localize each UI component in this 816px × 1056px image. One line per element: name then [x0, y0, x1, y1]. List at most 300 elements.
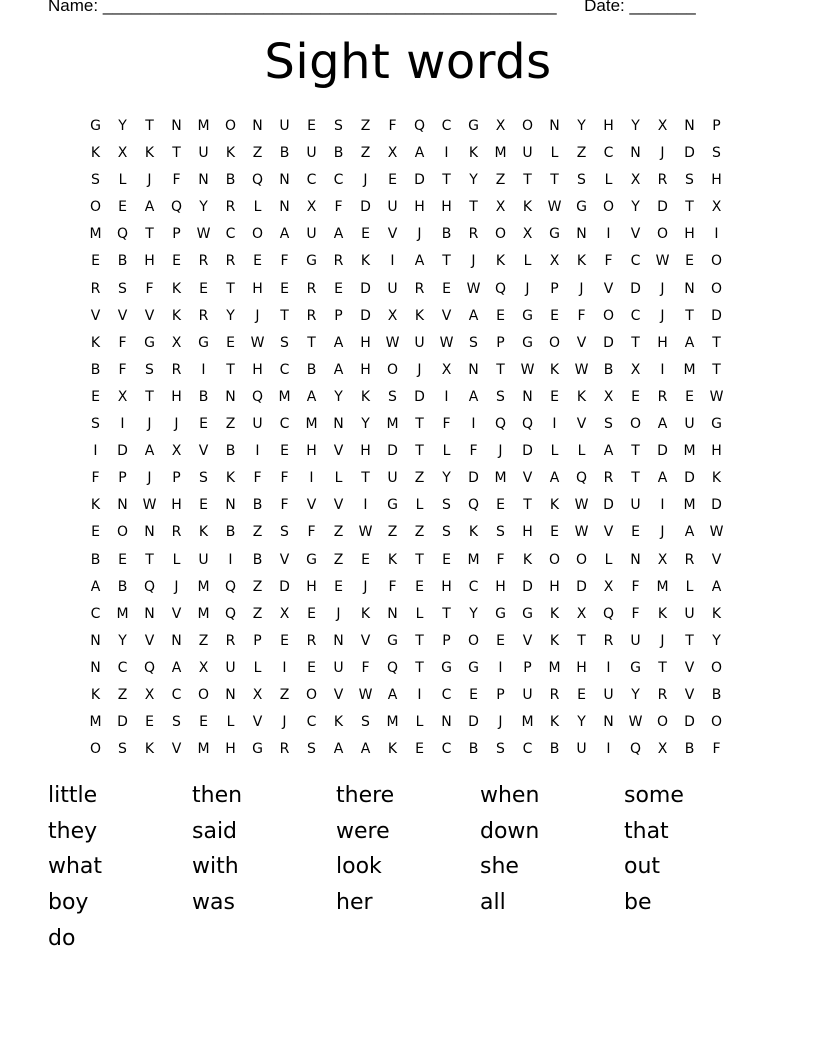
grid-letter: K — [468, 145, 479, 162]
grid-letter: V — [333, 443, 344, 460]
grid-letter: F — [280, 470, 289, 487]
grid-letter: K — [171, 307, 182, 324]
word-bank-item: said — [192, 818, 238, 844]
grid-letter: K — [711, 605, 722, 622]
grid-letter: C — [90, 605, 101, 622]
grid-letter: G — [198, 334, 209, 351]
grid-letter: U — [603, 686, 614, 703]
grid-letter: S — [118, 280, 127, 297]
grid-letter: Q — [629, 741, 642, 758]
grid-letter: S — [577, 172, 586, 189]
grid-letter: P — [550, 280, 559, 297]
grid-letter: I — [552, 416, 557, 433]
word-bank-item: was — [192, 890, 235, 916]
grid-letter: E — [415, 741, 424, 758]
grid-letter: X — [117, 145, 128, 162]
grid-letter: K — [360, 605, 371, 622]
grid-letter: O — [494, 226, 507, 243]
grid-letter: A — [333, 741, 344, 758]
grid-letter: K — [225, 145, 236, 162]
grid-letter: Y — [361, 416, 370, 433]
name-blank[interactable]: ________________________________________________ — [102, 0, 557, 15]
grid-letter: W — [358, 524, 373, 541]
grid-letter: O — [575, 551, 588, 568]
date-blank[interactable]: _______ — [629, 0, 696, 15]
grid-letter: C — [306, 172, 317, 189]
grid-letter: H — [684, 226, 695, 243]
grid-letter: E — [550, 524, 559, 541]
grid-letter: H — [711, 172, 722, 189]
grid-letter: L — [415, 714, 424, 731]
word-bank-item: some — [624, 783, 684, 808]
grid-letter: E — [334, 578, 343, 595]
grid-letter: A — [333, 226, 344, 243]
grid-letter: Z — [495, 172, 506, 189]
grid-letter: A — [468, 388, 479, 405]
grid-letter: T — [415, 659, 424, 676]
grid-letter: E — [199, 714, 208, 731]
grid-letter: K — [549, 497, 560, 514]
grid-letter: T — [307, 334, 316, 351]
grid-letter: S — [712, 145, 721, 162]
grid-letter: Y — [577, 714, 586, 731]
grid-letter: L — [415, 497, 424, 514]
grid-letter: X — [630, 172, 641, 189]
grid-letter: E — [307, 118, 316, 134]
grid-letter: U — [630, 497, 641, 514]
grid-letter: D — [711, 497, 722, 514]
grid-letter: S — [199, 470, 208, 487]
grid-letter: G — [306, 551, 317, 568]
grid-letter: X — [306, 199, 317, 216]
grid-letter: X — [171, 334, 182, 351]
grid-letter: P — [118, 470, 127, 487]
grid-letter: K — [576, 253, 587, 270]
grid-letter: O — [305, 686, 318, 703]
grid-letter: T — [523, 172, 532, 189]
word-bank-item: all — [480, 890, 506, 916]
grid-letter: T — [280, 307, 289, 324]
grid-letter: B — [198, 388, 209, 405]
grid-letter: U — [387, 470, 398, 487]
grid-letter: S — [388, 388, 397, 405]
grid-letter: H — [225, 741, 236, 758]
grid-letter: A — [657, 470, 668, 487]
grid-letter: O — [710, 714, 723, 731]
grid-letter: G — [522, 307, 533, 324]
grid-letter: O — [548, 551, 561, 568]
grid-letter: X — [657, 741, 668, 758]
grid-letter: L — [334, 470, 343, 487]
grid-letter: K — [225, 470, 236, 487]
grid-letter: B — [333, 145, 344, 162]
grid-letter: C — [630, 307, 641, 324]
grid-letter: N — [468, 361, 479, 378]
grid-letter: N — [279, 199, 290, 216]
grid-letter: V — [522, 470, 533, 487]
grid-letter: L — [550, 443, 559, 460]
grid-letter: R — [171, 361, 182, 378]
grid-letter: N — [198, 172, 209, 189]
grid-letter: T — [685, 307, 694, 324]
grid-letter: D — [684, 145, 695, 162]
grid-letter: C — [468, 578, 479, 595]
grid-letter: S — [307, 741, 316, 758]
grid-letter: D — [360, 199, 371, 216]
grid-letter: H — [144, 253, 155, 270]
grid-letter: Y — [469, 605, 478, 622]
grid-letter: A — [414, 145, 425, 162]
grid-letter: D — [414, 388, 425, 405]
grid-letter: R — [171, 524, 182, 541]
grid-letter: G — [252, 741, 263, 758]
grid-letter: Z — [252, 145, 263, 162]
grid-letter: J — [417, 361, 422, 378]
grid-letter: E — [280, 280, 289, 297]
grid-letter: M — [548, 659, 561, 676]
grid-letter: U — [522, 686, 533, 703]
grid-letter: Q — [386, 659, 399, 676]
grid-letter: D — [468, 714, 479, 731]
grid-letter: J — [255, 307, 260, 324]
grid-letter: C — [522, 741, 533, 758]
grid-letter: J — [417, 226, 422, 243]
grid-letter: M — [683, 443, 696, 460]
grid-letter: E — [685, 388, 694, 405]
grid-letter: O — [602, 307, 615, 324]
grid-letter: H — [171, 497, 182, 514]
grid-letter: A — [90, 578, 101, 595]
word-bank-item: were — [336, 818, 390, 844]
grid-letter: T — [523, 497, 532, 514]
grid-letter: F — [577, 307, 586, 324]
grid-letter: Q — [521, 416, 534, 433]
grid-letter: K — [360, 388, 371, 405]
grid-letter: N — [171, 632, 182, 649]
grid-letter: N — [522, 388, 533, 405]
grid-letter: R — [90, 280, 101, 297]
word-bank-item: boy — [48, 890, 89, 916]
grid-letter: N — [684, 118, 695, 134]
grid-letter: G — [576, 199, 587, 216]
grid-letter: K — [171, 280, 182, 297]
grid-letter: I — [201, 361, 206, 378]
grid-letter: T — [577, 632, 586, 649]
grid-letter: T — [145, 551, 154, 568]
grid-letter: V — [117, 307, 128, 324]
grid-letter: J — [525, 280, 530, 297]
grid-letter: K — [414, 307, 425, 324]
grid-letter: X — [657, 118, 668, 134]
grid-letter: W — [520, 361, 535, 378]
grid-letter: E — [550, 307, 559, 324]
grid-letter: V — [144, 307, 155, 324]
grid-letter: G — [90, 118, 101, 134]
grid-letter: G — [522, 605, 533, 622]
grid-letter: C — [630, 253, 641, 270]
grid-letter: O — [521, 118, 534, 134]
grid-letter: B — [90, 361, 101, 378]
grid-letter: H — [441, 199, 452, 216]
grid-letter: U — [306, 226, 317, 243]
grid-letter: U — [225, 659, 236, 676]
grid-letter: T — [685, 199, 694, 216]
grid-letter: W — [574, 497, 589, 514]
grid-letter: K — [360, 253, 371, 270]
grid-letter: Q — [143, 659, 156, 676]
grid-letter: T — [361, 470, 370, 487]
grid-letter: L — [604, 172, 613, 189]
grid-letter: L — [172, 551, 181, 568]
grid-letter: D — [117, 714, 128, 731]
grid-letter: Q — [251, 172, 264, 189]
grid-letter: V — [684, 686, 695, 703]
grid-letter: J — [282, 714, 287, 731]
grid-letter: C — [279, 416, 290, 433]
grid-letter: N — [90, 659, 101, 676]
grid-letter: B — [252, 551, 263, 568]
grid-letter: J — [498, 443, 503, 460]
grid-letter: X — [387, 145, 398, 162]
grid-letter: Z — [333, 524, 344, 541]
grid-letter: W — [709, 524, 724, 541]
grid-letter: M — [683, 361, 696, 378]
grid-letter: L — [604, 551, 613, 568]
grid-letter: A — [711, 578, 722, 595]
grid-letter: W — [547, 199, 562, 216]
grid-letter: M — [197, 605, 210, 622]
grid-letter: V — [603, 524, 614, 541]
grid-letter: P — [523, 659, 532, 676]
word-bank-item: what — [48, 854, 103, 880]
grid-letter: E — [307, 605, 316, 622]
grid-letter: I — [363, 497, 368, 514]
grid-letter: O — [89, 199, 102, 216]
grid-letter: D — [522, 578, 533, 595]
grid-letter: F — [712, 741, 721, 758]
grid-letter: N — [225, 388, 236, 405]
grid-letter: U — [306, 145, 317, 162]
grid-letter: I — [228, 551, 233, 568]
grid-letter: E — [199, 280, 208, 297]
grid-letter: J — [660, 632, 665, 649]
grid-letter: J — [174, 578, 179, 595]
grid-letter: D — [630, 280, 641, 297]
grid-letter: A — [387, 686, 398, 703]
grid-letter: V — [252, 714, 263, 731]
grid-letter: A — [657, 416, 668, 433]
grid-letter: E — [280, 443, 289, 460]
grid-letter: U — [387, 199, 398, 216]
grid-letter: J — [660, 524, 665, 541]
grid-letter: I — [390, 253, 395, 270]
grid-letter: D — [603, 334, 614, 351]
grid-letter: F — [307, 524, 316, 541]
grid-letter: S — [145, 361, 154, 378]
grid-letter: C — [333, 172, 344, 189]
grid-letter: R — [225, 199, 236, 216]
grid-letter: V — [576, 416, 587, 433]
grid-letter: Y — [442, 470, 451, 487]
grid-letter: H — [252, 280, 263, 297]
grid-letter: I — [498, 659, 503, 676]
grid-letter: R — [468, 226, 479, 243]
grid-letter: Y — [118, 118, 127, 134]
grid-letter: T — [712, 361, 721, 378]
grid-letter: Y — [577, 118, 586, 134]
grid-letter: C — [171, 686, 182, 703]
grid-letter: O — [467, 632, 480, 649]
grid-letter: V — [171, 605, 182, 622]
grid-letter: X — [144, 686, 155, 703]
grid-letter: R — [414, 280, 425, 297]
grid-letter: C — [117, 659, 128, 676]
grid-letter: Y — [631, 686, 640, 703]
grid-letter: Q — [494, 280, 507, 297]
grid-letter: G — [549, 226, 560, 243]
grid-letter: T — [226, 280, 235, 297]
grid-letter: N — [576, 226, 587, 243]
grid-letter: O — [197, 686, 210, 703]
grid-letter: H — [711, 443, 722, 460]
grid-letter: K — [468, 524, 479, 541]
grid-letter: V — [441, 307, 452, 324]
grid-letter: E — [226, 334, 235, 351]
grid-letter: Z — [333, 551, 344, 568]
grid-letter: R — [333, 253, 344, 270]
grid-letter: K — [549, 361, 560, 378]
grid-letter: I — [120, 416, 125, 433]
grid-letter: D — [117, 443, 128, 460]
grid-letter: V — [306, 497, 317, 514]
grid-letter: B — [225, 172, 236, 189]
grid-letter: D — [414, 172, 425, 189]
grid-letter: E — [91, 524, 100, 541]
grid-letter: W — [250, 334, 265, 351]
grid-letter: L — [550, 145, 559, 162]
grid-letter: C — [603, 145, 614, 162]
grid-letter: E — [280, 632, 289, 649]
grid-letter: D — [576, 578, 587, 595]
grid-letter: A — [306, 388, 317, 405]
grid-letter: U — [387, 280, 398, 297]
grid-letter: H — [522, 524, 533, 541]
grid-letter: D — [522, 443, 533, 460]
grid-letter: P — [496, 334, 505, 351]
grid-letter: O — [656, 226, 669, 243]
grid-letter: O — [710, 280, 723, 297]
grid-letter: W — [466, 280, 481, 297]
grid-letter: H — [414, 199, 425, 216]
grid-letter: D — [684, 470, 695, 487]
grid-letter: A — [171, 659, 182, 676]
grid-letter: M — [521, 714, 534, 731]
grid-letter: O — [602, 199, 615, 216]
grid-letter: C — [441, 741, 452, 758]
grid-letter: U — [684, 605, 695, 622]
word-bank-item: do — [48, 925, 76, 951]
grid-letter: E — [550, 388, 559, 405]
grid-letter: E — [361, 226, 370, 243]
grid-letter: Y — [199, 199, 208, 216]
grid-letter: O — [224, 118, 237, 134]
grid-letter: F — [118, 361, 127, 378]
grid-letter: T — [442, 253, 451, 270]
grid-letter: D — [468, 470, 479, 487]
grid-letter: Q — [413, 118, 426, 134]
grid-letter: J — [147, 416, 152, 433]
grid-letter: E — [442, 551, 451, 568]
grid-letter: S — [496, 741, 505, 758]
grid-letter: M — [197, 741, 210, 758]
grid-letter: N — [441, 714, 452, 731]
grid-letter: T — [415, 632, 424, 649]
word-bank-item: out — [624, 854, 661, 880]
grid-letter: U — [414, 334, 425, 351]
grid-letter: S — [469, 334, 478, 351]
grid-letter: K — [549, 714, 560, 731]
grid-letter: C — [441, 118, 452, 134]
grid-letter: D — [711, 307, 722, 324]
grid-letter: M — [683, 497, 696, 514]
grid-letter: V — [198, 443, 209, 460]
grid-letter: L — [523, 253, 532, 270]
grid-letter: K — [90, 145, 101, 162]
grid-letter: F — [442, 416, 451, 433]
grid-letter: T — [415, 551, 424, 568]
grid-letter: M — [197, 118, 210, 134]
grid-letter: Z — [198, 632, 209, 649]
grid-letter: T — [631, 334, 640, 351]
date-label: Date: — [584, 0, 625, 15]
word-bank-item: when — [480, 783, 540, 808]
word-bank — [48, 779, 768, 957]
grid-letter: G — [711, 416, 722, 433]
grid-letter: R — [306, 280, 317, 297]
grid-letter: R — [198, 253, 209, 270]
grid-letter: T — [496, 361, 505, 378]
grid-letter: K — [333, 714, 344, 731]
grid-letter: Y — [226, 307, 235, 324]
grid-letter: R — [549, 686, 560, 703]
grid-letter: C — [279, 361, 290, 378]
grid-letter: L — [577, 443, 586, 460]
grid-letter: I — [606, 741, 611, 758]
grid-letter: V — [387, 226, 398, 243]
grid-letter: Z — [360, 118, 371, 134]
grid-letter: Y — [469, 172, 478, 189]
grid-letter: H — [576, 659, 587, 676]
grid-letter: I — [471, 416, 476, 433]
grid-letter: D — [360, 280, 371, 297]
grid-letter: A — [684, 524, 695, 541]
grid-letter: X — [495, 118, 506, 134]
grid-letter: X — [549, 253, 560, 270]
grid-letter: K — [657, 605, 668, 622]
grid-letter: F — [172, 172, 181, 189]
grid-letter: G — [387, 497, 398, 514]
grid-letter: E — [388, 172, 397, 189]
grid-letter: F — [631, 578, 640, 595]
grid-letter: B — [225, 524, 236, 541]
grid-letter: X — [630, 361, 641, 378]
grid-letter: T — [415, 443, 424, 460]
grid-letter: F — [469, 443, 478, 460]
grid-letter: I — [444, 145, 449, 162]
grid-letter: N — [117, 497, 128, 514]
grid-letter: F — [496, 551, 505, 568]
grid-letter: Z — [252, 578, 263, 595]
